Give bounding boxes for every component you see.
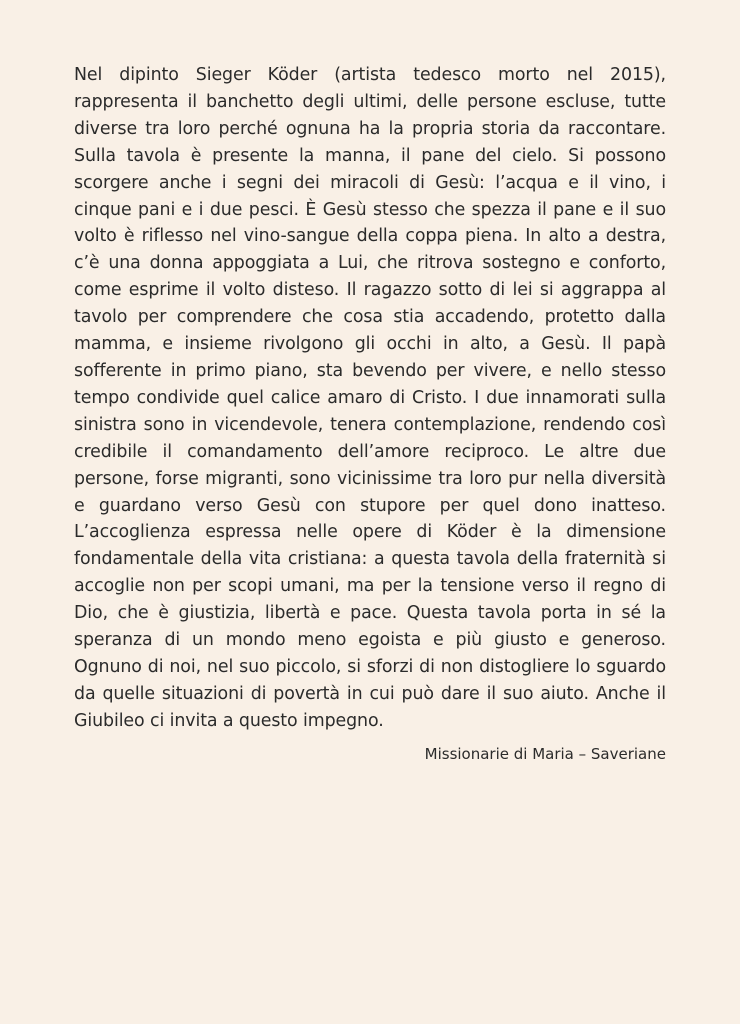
document-page xyxy=(74,62,666,763)
signature: Missionarie di Maria – Saveriane xyxy=(424,744,666,763)
body-paragraph: Nel dipinto Sieger Köder (artista tedesco morto nel 2015), rappresenta il banchetto degli ultimi, delle persone escluse, tutte diverse tra loro perché ognuna ha la propria storia da raccontare. Sulla tavola è presente la manna, il pane del cielo. Si possono scorgere anche i segni dei miracoli di Gesù: l’acqua e il vino, i cinque pani e i due pesci. È Gesù stesso che spezza il pane e il suo volto è riflesso nel vino-sangue della coppa piena. In alto a destra, c’è una donna appoggiata a Lui, che ritrova sostegno e conforto, come esprime il volto disteso. Il ragazzo sotto di lei si aggrappa al tavolo per comprendere che cosa stia accadendo, protetto dalla mamma, e insieme rivolgono gli occhi in alto, a Gesù. Il papà sofferente in primo piano, sta bevendo per vivere, e nello stesso tempo condivide quel calice amaro di Cristo. I due innamorati sulla sinistra sono in vicendevole, tenera contemplazione, rendendo così credibile il comandamento dell’amore reciproco. Le altre due persone, forse migranti, sono vicinissime tra loro pur nella diversità e guardano verso Gesù con stupore per quel dono inatteso. L’accoglienza espressa nelle opere di Köder è la dimensione fondamentale della vita cristiana: a questa tavola della fraternità si accoglie non per scopi umani, ma per la tensione verso il regno di Dio, che è giustizia, libertà e pace. Questa tavola porta in sé la speranza di un mondo meno egoista e più giusto e generoso. Ognuno di noi, nel suo piccolo, si sforzi di non distogliere lo sguardo da quelle situazioni di povertà in cui può dare il suo aiuto. Anche il Giubileo ci invita a questo impegno. xyxy=(74,65,666,731)
